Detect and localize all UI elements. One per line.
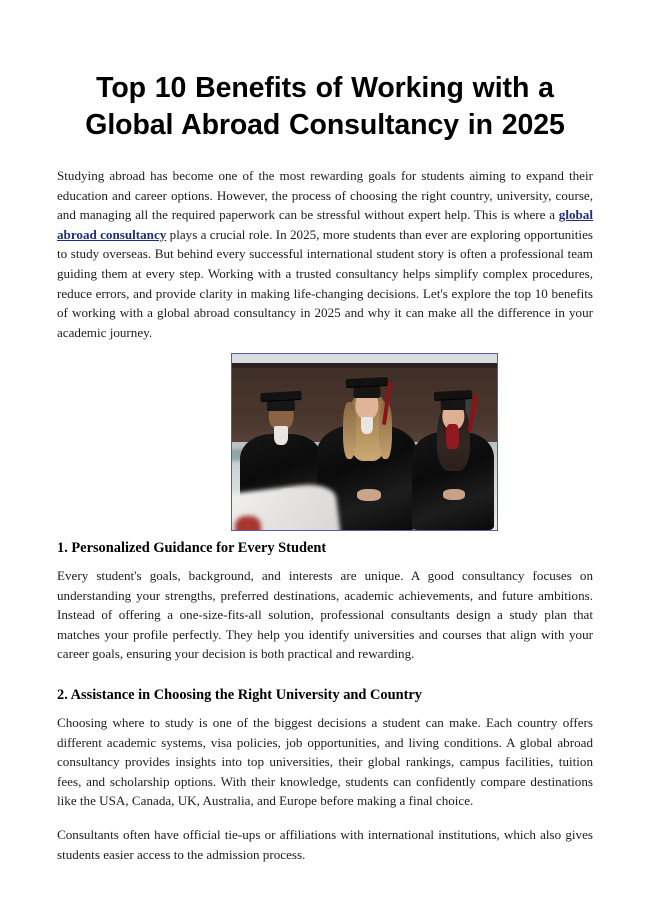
- section-1-paragraph-1: Every student's goals, background, and interests are unique. A good consultancy focuses on understanding your strengths, preferred destinations, academic achievements, and future ambitions. Instead of offering a one-size-fits-all solution, professional consultants design a study plan that matches your profile perfectly. They help you identify universities and courses that align with your career goals, ensuring your decision is both practical and rewarding.: [57, 568, 593, 662]
- global-abroad-consultancy-link[interactable]: global abroad consultancy: [57, 207, 593, 242]
- document-content: [57, 0, 593, 342]
- page-title: [57, 0, 593, 144]
- page-title-line-2: Global Abroad Consultancy in 2025: [85, 109, 565, 142]
- page-title-line-1: Top 10 Benefits of Working with a: [96, 72, 554, 104]
- document-sections: [57, 539, 593, 864]
- intro-text-part-2: plays a crucial role. In 2025, more students than ever are exploring opportunities to study overseas. But behind every successful international student story is often a professional team guiding them at every step. Working with a trusted consultancy helps simplify complex procedures, reduce errors, and provide clarity in making life-changing decisions. Let's explore the top 10 benefits of working with a global abroad consultancy in 2025 and why it can make all the difference in your academic journey.: [57, 226, 593, 340]
- section-1-heading: 1. Personalized Guidance for Every Student: [57, 540, 327, 556]
- graduation-photo-image: [232, 354, 497, 530]
- section-2-paragraph-1: Choosing where to study is one of the biggest decisions a student can make. Each country offers different academic systems, visa policies, job opportunities, and living conditions. A global abroad consultancy provides insights into top universities, their global rankings, campus facilities, tuition fees, and scholarship options. With their knowledge, students can confidently compare destinations like the USA, Canada, UK, Australia, and Europe before making a final choice.: [57, 714, 593, 809]
- section-2-paragraph-2: Consultants often have official tie-ups or affiliations with international institutions, which also gives students easier access to the admission process.: [57, 826, 593, 862]
- section-2-heading: 2. Assistance in Choosing the Right University and Country: [57, 686, 423, 703]
- intro-text-part-1: Studying abroad has become one of the most rewarding goals for students aiming to expand their education and career options. However, the process of choosing the right country, university, course, and managing all the required paperwork can be stressful without expert help. This is where a: [57, 168, 593, 223]
- photo-foreground-red-accent: [235, 516, 262, 530]
- graduation-photo: [231, 353, 498, 531]
- graduate-right: [412, 372, 494, 530]
- intro-paragraph: [57, 166, 593, 342]
